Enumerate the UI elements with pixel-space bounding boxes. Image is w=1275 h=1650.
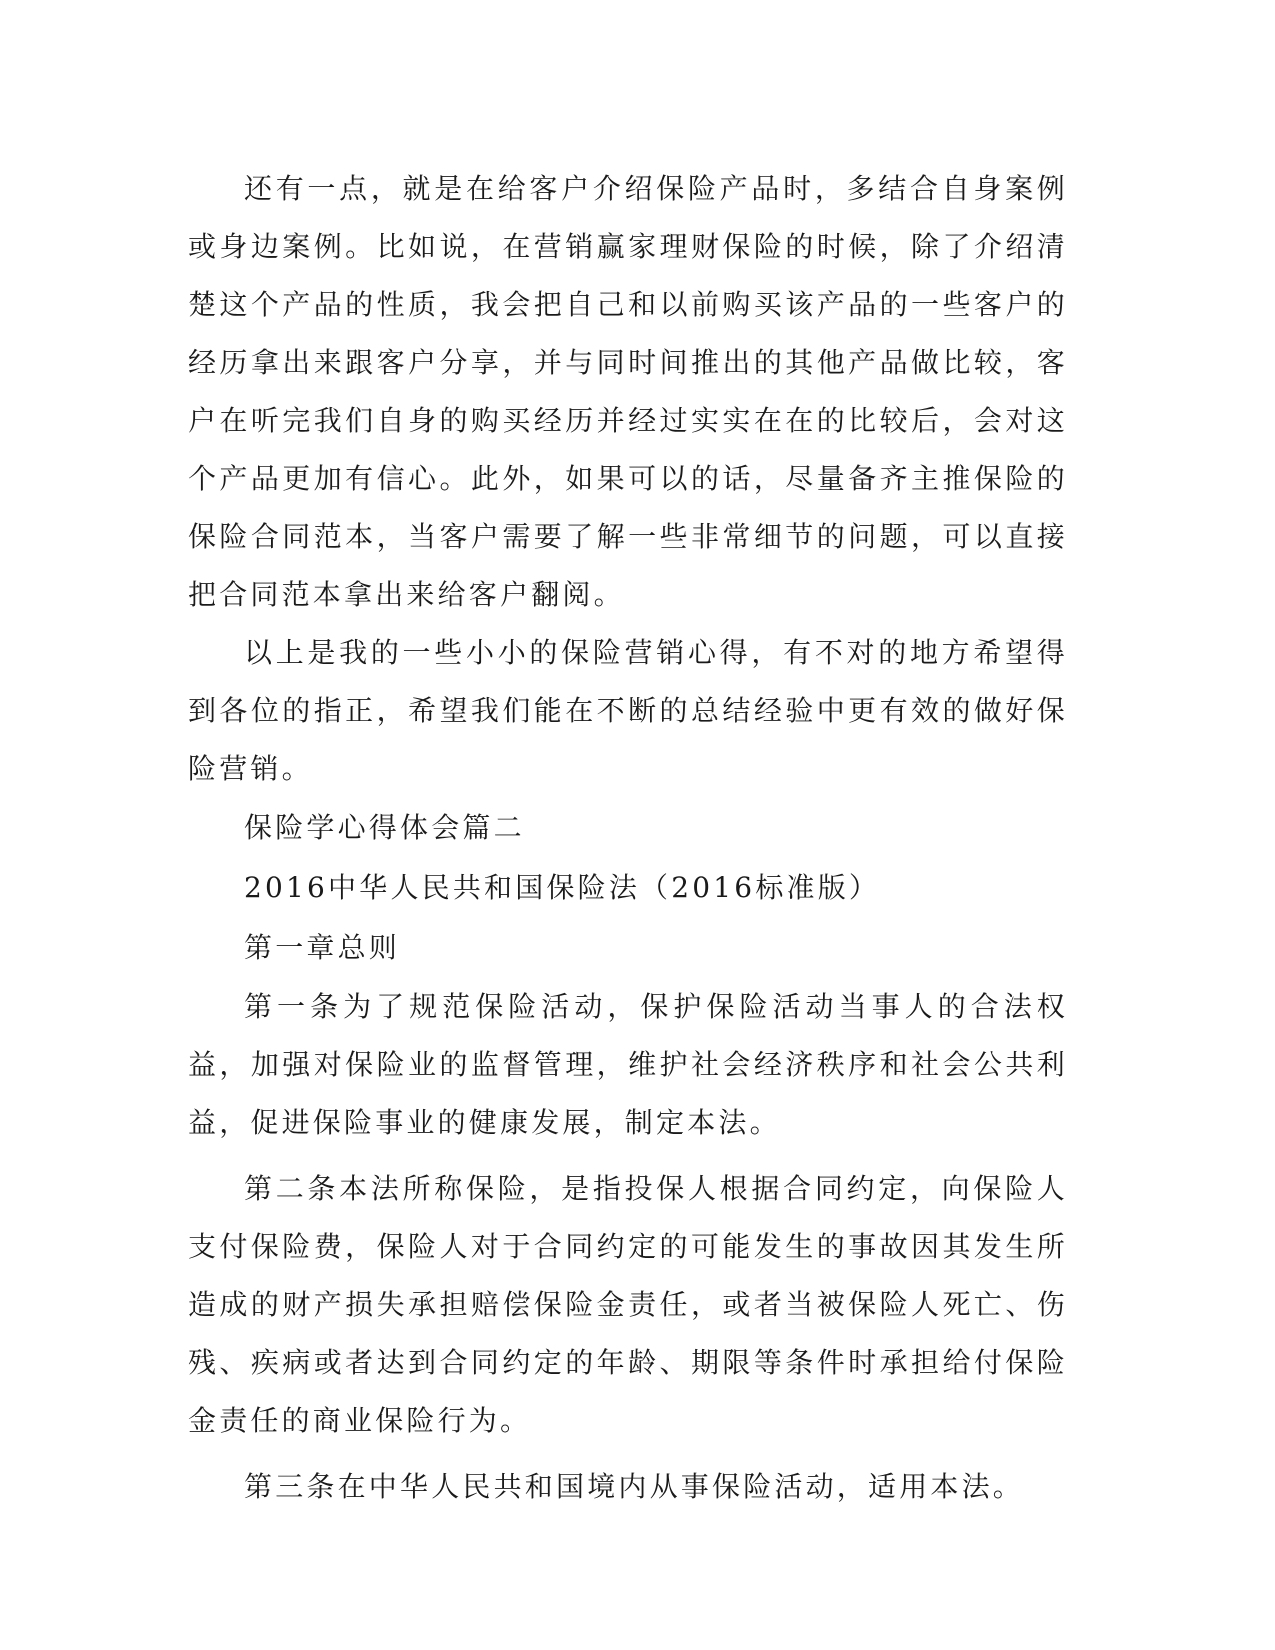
paragraph-customer-case: 还有一点，就是在给客户介绍保险产品时，多结合自身案例或身边案例。比如说，在营销赢家理财保险的时候，除了介绍清楚这个产品的性质，我会把自己和以前购买该产品的一些客户的经历拿出来跟客户分享，并与同时间推出的其他产品做比较，客户在听完我们自身的购买经历并经过实实在在的比较后，会对这个产品更加有信心。此外，如果可以的话，尽量备齐主推保险的保险合同范本，当客户需要了解一些非常细节的问题，可以直接把合同范本拿出来给客户翻阅。 <box>188 172 1068 611</box>
section-heading: 保险学心得体会篇二 <box>244 811 525 844</box>
document-body <box>188 160 1068 1516</box>
law-title: 2016中华人民共和国保险法（2016标准版） <box>244 871 881 904</box>
chapter-heading: 第一章总则 <box>244 931 401 964</box>
article-3: 第三条在中华人民共和国境内从事保险活动，适用本法。 <box>244 1470 1025 1503</box>
article-1: 第一条为了规范保险活动，保护保险活动当事人的合法权益，加强对保险业的监督管理，维护社会经济秩序和社会公共利益，促进保险事业的健康发展，制定本法。 <box>188 990 1068 1139</box>
article-2: 第二条本法所称保险，是指投保人根据合同约定，向保险人支付保险费，保险人对于合同约定的可能发生的事故因其发生所造成的财产损失承担赔偿保险金责任，或者当被保险人死亡、伤残、疾病或者达到合同约定的年龄、期限等条件时承担给付保险金责任的商业保险行为。 <box>188 1172 1068 1437</box>
paragraph-conclusion: 以上是我的一些小小的保险营销心得，有不对的地方希望得到各位的指正，希望我们能在不断的总结经验中更有效的做好保险营销。 <box>188 636 1068 785</box>
